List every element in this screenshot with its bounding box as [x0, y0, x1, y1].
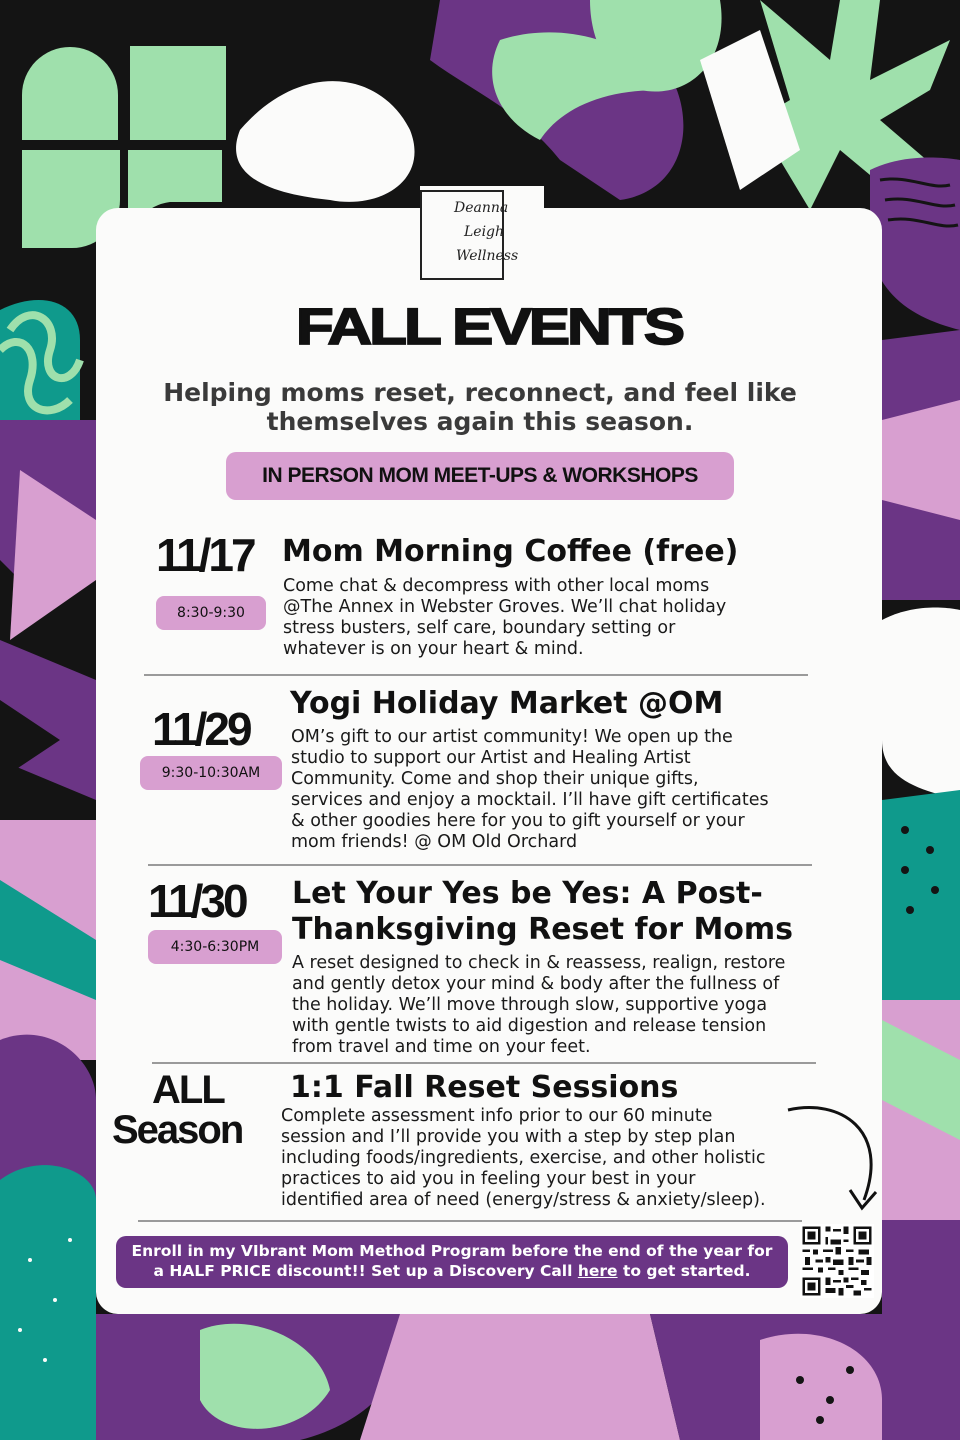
event-description: Come chat & decompress with other local moms @The Annex in Webster Groves. We’ll chat holiday stress busters, self care, boundary setting or whatever is on your heart & mind.	[283, 576, 727, 659]
cta-line-2-end: to get started.	[617, 1262, 751, 1280]
logo-line-1: Deanna	[454, 200, 509, 216]
event-time: 9:30-10:30AM	[140, 756, 282, 790]
event-date-line-2: Season	[112, 1108, 243, 1152]
divider	[152, 1062, 816, 1064]
event-title: Mom Morning Coffee (free)	[282, 534, 739, 569]
logo-line-3: Wellness	[456, 248, 519, 264]
cta-banner[interactable]	[116, 1236, 788, 1288]
qr-code-icon[interactable]	[800, 1224, 874, 1298]
event-time: 4:30-6:30PM	[148, 930, 282, 964]
event-title-line-2: Thanksgiving Reset for Moms	[292, 912, 794, 947]
cta-line-1: Enroll in my VIbrant Mom Method Program before the end of the year for	[131, 1242, 773, 1260]
event-date: 11/29	[152, 703, 250, 755]
subtitle: Helping moms reset, reconnect, and feel like themselves again this season.	[163, 378, 797, 436]
event-description: OM’s gift to our artist community! We open up the studio to support our Artist and Healing Artist Community. Come and shop their unique gifts, services and enjoy a mocktail. I’ll have gift certificates & other goodies here for you to gift yourself or your mom friends! @ OM Old Orchard	[291, 727, 769, 852]
category-pill: IN PERSON MOM MEET-UPS & WORKSHOPS	[226, 452, 734, 500]
divider	[144, 674, 808, 676]
discovery-call-link[interactable]: here	[577, 1262, 618, 1280]
event-title-line-1: Let Your Yes be Yes: A Post-	[292, 876, 763, 911]
cta-text	[116, 1241, 788, 1281]
event-date: 11/17	[156, 529, 254, 581]
divider	[148, 864, 812, 866]
brand-logo	[420, 186, 544, 284]
curved-arrow-icon	[780, 1100, 890, 1220]
event-date-line-1: ALL	[152, 1068, 224, 1112]
event-date: 11/30	[148, 875, 246, 927]
logo-line-2: Leigh	[464, 224, 505, 240]
event-time: 8:30-9:30	[156, 596, 266, 630]
event-description: A reset designed to check in & reassess, realign, restore and gently detox your mind & body after the fullness of the holiday. We’ll move through slow, supportive yoga with gentle twists to aid digestion and release tension from travel and time on your feet.	[292, 953, 786, 1057]
divider	[138, 1220, 802, 1222]
cta-line-2: a HALF PRICE discount!! Set up a Discovery Call	[153, 1262, 578, 1280]
event-description: Complete assessment info prior to our 60 minute session and I’ll provide you with a step by step plan including foods/ingredients, exercise, and other holistic practices to aid you in feeling your best in your identified area of need (energy/stress & anxiety/sleep).	[281, 1106, 766, 1210]
page-title: FALL EVENTS	[295, 298, 683, 356]
event-title: 1:1 Fall Reset Sessions	[290, 1070, 679, 1105]
event-title: Yogi Holiday Market @OM	[290, 686, 724, 721]
